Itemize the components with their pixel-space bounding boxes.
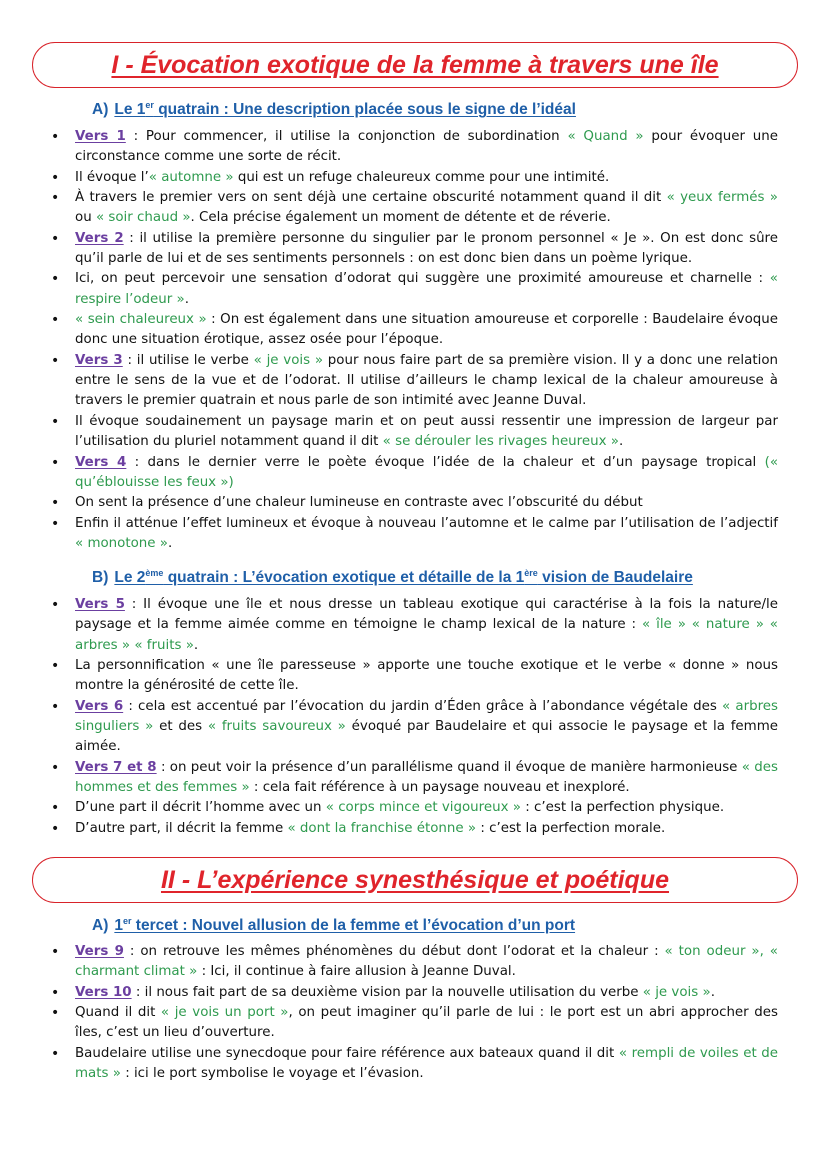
section-c-sup: er xyxy=(122,916,132,926)
section-c-bullet-list xyxy=(75,942,778,1084)
verse-reference: Vers 1 xyxy=(75,129,126,144)
body-text: , on peut imaginer qu’il parle de lui : le port est un abri approcher des îles, c’est un lieu d’ouverture. xyxy=(75,1005,778,1041)
body-text: : Ici, il continue à faire allusion à Jeanne Duval. xyxy=(197,964,516,980)
bullet-item xyxy=(75,453,778,494)
section-c-title-start: 1 xyxy=(114,917,123,935)
part-2-title: II - L’expérience synesthésique et poétique xyxy=(32,857,798,903)
bullet-item xyxy=(75,819,778,839)
verse-reference: Vers 2 xyxy=(75,230,124,246)
section-a-letter: A) xyxy=(92,101,109,119)
section-a-title-start: Le 1 xyxy=(114,101,146,119)
body-text: : Pour commencer, il utilise la conjonction de subordination xyxy=(125,129,568,144)
bullet-item xyxy=(75,229,778,270)
section-b-sup-1: ème xyxy=(145,568,164,578)
quotation: « Quand » xyxy=(567,129,644,144)
body-text: . xyxy=(167,535,173,551)
section-b-sup-2: ère xyxy=(524,568,538,578)
quotation: « automne » xyxy=(148,169,234,185)
bullet-item xyxy=(75,1044,778,1085)
quotation: « des hommes et des femmes » xyxy=(75,759,778,796)
quotation: « fruits savoureux » xyxy=(207,719,346,735)
section-c-title-end: tercet : Nouvel allusion de la femme et l’évocation d’un port xyxy=(131,917,576,935)
bullet-item xyxy=(75,412,778,453)
body-text: ou xyxy=(75,210,96,226)
verse-reference: Vers 5 xyxy=(75,597,125,612)
quotation: (« qu’éblouisse les feux ») xyxy=(75,454,779,490)
quotation: « monotone » xyxy=(75,535,168,551)
body-text: : il utilise le verbe xyxy=(122,352,254,368)
body-text: : c’est la perfection physique. xyxy=(520,800,725,816)
verse-reference: Vers 4 xyxy=(75,454,127,470)
bullet-item xyxy=(75,269,778,310)
quotation: « ton odeur », « charmant climat » xyxy=(75,944,779,980)
section-b-title-start: Le 2 xyxy=(114,569,146,587)
section-b-title-end: vision de Baudelaire xyxy=(537,569,693,587)
quotation: « respire l’odeur » xyxy=(75,271,778,307)
bullet-item xyxy=(75,697,778,758)
section-c-title xyxy=(92,916,575,935)
quotation: « je vois un port » xyxy=(160,1005,289,1021)
quotation: « se dérouler les rivages heureux » xyxy=(382,434,619,450)
body-text: La personnification « une île paresseuse » apporte une touche exotique et le verbe « donne » nous montre la générosité de cette île. xyxy=(75,658,778,694)
verse-reference: Vers 3 xyxy=(75,352,123,368)
body-text: . xyxy=(193,637,199,653)
verse-reference: Vers 7 et 8 xyxy=(75,759,157,775)
verse-reference: Vers 9 xyxy=(75,944,124,959)
body-text: qui est un refuge chaleureux comme pour une intimité. xyxy=(233,169,610,185)
quotation: « dont la franchise étonne » xyxy=(287,820,477,836)
section-a-title-end: quatrain : Une description placée sous le signe de l’idéal xyxy=(153,101,576,119)
body-text: Quand il dit xyxy=(75,1005,161,1021)
body-text: . xyxy=(710,984,715,1000)
quotation: « sein chaleureux » xyxy=(75,312,207,328)
verse-reference: Vers 6 xyxy=(75,698,124,714)
body-text: pour évoquer une circonstance comme une sorte de récit. xyxy=(75,129,779,165)
body-text: : il utilise la première personne du singulier par le pronom personnel « Je ». On est donc sûre qu’il parle de lui et de ses sentiments personnels : on est donc bien dans un poème lyrique. xyxy=(75,230,779,267)
body-text: : c’est la perfection morale. xyxy=(476,820,666,836)
quotation: « île » « nature » « arbres » « fruits » xyxy=(75,617,778,653)
bullet-item xyxy=(75,168,778,188)
body-text: Baudelaire utilise une synecdoque pour faire référence aux bateaux quand il dit xyxy=(75,1045,619,1061)
bullet-item xyxy=(75,1003,778,1044)
bullet-item xyxy=(75,595,778,656)
bullet-item xyxy=(75,656,778,697)
bullet-item xyxy=(75,758,778,799)
body-text: : on retrouve les mêmes phénomènes du début dont l’odorat et la chaleur : xyxy=(123,944,665,959)
bullet-item xyxy=(75,310,778,351)
quotation: « rempli de voiles et de mats » xyxy=(75,1045,778,1082)
body-text: D’une part il décrit l’homme avec un xyxy=(75,800,326,816)
bullet-item xyxy=(75,127,778,168)
body-text: : On est également dans une situation amoureuse et corporelle : Baudelaire évoque donc une situation érotique, assez osée pour l’époque. xyxy=(75,312,778,348)
bullet-item xyxy=(75,798,778,818)
body-text: : il nous fait part de sa deuxième vision par la nouvelle utilisation du verbe xyxy=(131,984,643,1000)
section-c-letter: A) xyxy=(92,917,109,935)
body-text: À travers le premier vers on sent déjà une certaine obscurité notamment quand il dit xyxy=(75,190,667,206)
bullet-item xyxy=(75,188,778,229)
body-text: . xyxy=(618,434,624,450)
section-b-letter: B) xyxy=(92,569,109,587)
body-text: . Cela précise également un moment de détente et de réverie. xyxy=(190,210,611,226)
bullet-item xyxy=(75,351,778,412)
body-text: D’autre part, il décrit la femme xyxy=(75,820,288,836)
section-a-bullet-list xyxy=(75,127,778,554)
body-text: pour nous faire part de sa première vision. Il y a donc une relation entre le sens de la vue et de l’odorat. Il utilise d’ailleurs le champ lexical de la chaleur amoureuse à travers le premier quatrain et nous parle de son intimité avec Jeanne Duval. xyxy=(75,352,778,409)
bullet-item xyxy=(75,514,778,555)
body-text: . xyxy=(184,291,189,307)
quotation: « corps mince et vigoureux » xyxy=(325,800,521,816)
section-a-title xyxy=(92,100,576,119)
quotation: « yeux fermés » xyxy=(666,190,778,206)
body-text: : Il évoque une île et nous dresse un tableau exotique qui caractérise à la fois la nature/le paysage et la femme aimée comme en témoigne le champ lexical de la nature : xyxy=(75,597,778,633)
body-text: : cela fait référence à un paysage nouveau et inexploré. xyxy=(249,780,630,796)
section-b-bullet-list xyxy=(75,595,778,839)
bullet-item xyxy=(75,942,778,983)
quotation: « arbres singuliers » xyxy=(75,698,779,735)
body-text: et des xyxy=(153,719,208,735)
bullet-item xyxy=(75,493,778,513)
body-text: Enfin il atténue l’effet lumineux et évoque à nouveau l’automne et le calme par l’utilisation de l’adjectif xyxy=(75,515,778,531)
body-text: On sent la présence d’une chaleur lumineuse en contraste avec l’obscurité du début xyxy=(75,495,643,511)
body-text: Il évoque l’ xyxy=(75,169,149,185)
verse-reference: Vers 10 xyxy=(75,984,132,1000)
quotation: « soir chaud » xyxy=(95,210,191,226)
quotation: « je vois » xyxy=(642,984,711,1000)
body-text: évoqué par Baudelaire et qui associe le paysage et la femme aimée. xyxy=(75,719,778,755)
quotation: « je vois » xyxy=(253,352,324,368)
section-b-title-middle: quatrain : L’évocation exotique et détaille de la 1 xyxy=(163,569,525,587)
section-b-title xyxy=(92,568,693,587)
body-text: Il évoque soudainement un paysage marin et on peut aussi ressentir une impression de largeur par l’utilisation du pluriel notamment quand il dit xyxy=(75,413,778,450)
body-text: Ici, on peut percevoir une sensation d’odorat qui suggère une proximité amoureuse et charnelle : xyxy=(75,271,770,287)
bullet-item xyxy=(75,983,778,1003)
body-text: : dans le dernier verre le poète évoque l’idée de la chaleur et d’un paysage tropical xyxy=(126,454,765,470)
body-text: : cela est accentué par l’évocation du jardin d’Éden grâce à l’abondance végétale des xyxy=(123,698,723,714)
part-1-title: I - Évocation exotique de la femme à travers une île xyxy=(32,42,798,88)
body-text: : on peut voir la présence d’un parallélisme quand il évoque de manière harmonieuse xyxy=(156,759,742,775)
body-text: : ici le port symbolise le voyage et l’évasion. xyxy=(120,1066,424,1082)
section-a-sup: er xyxy=(145,100,154,110)
